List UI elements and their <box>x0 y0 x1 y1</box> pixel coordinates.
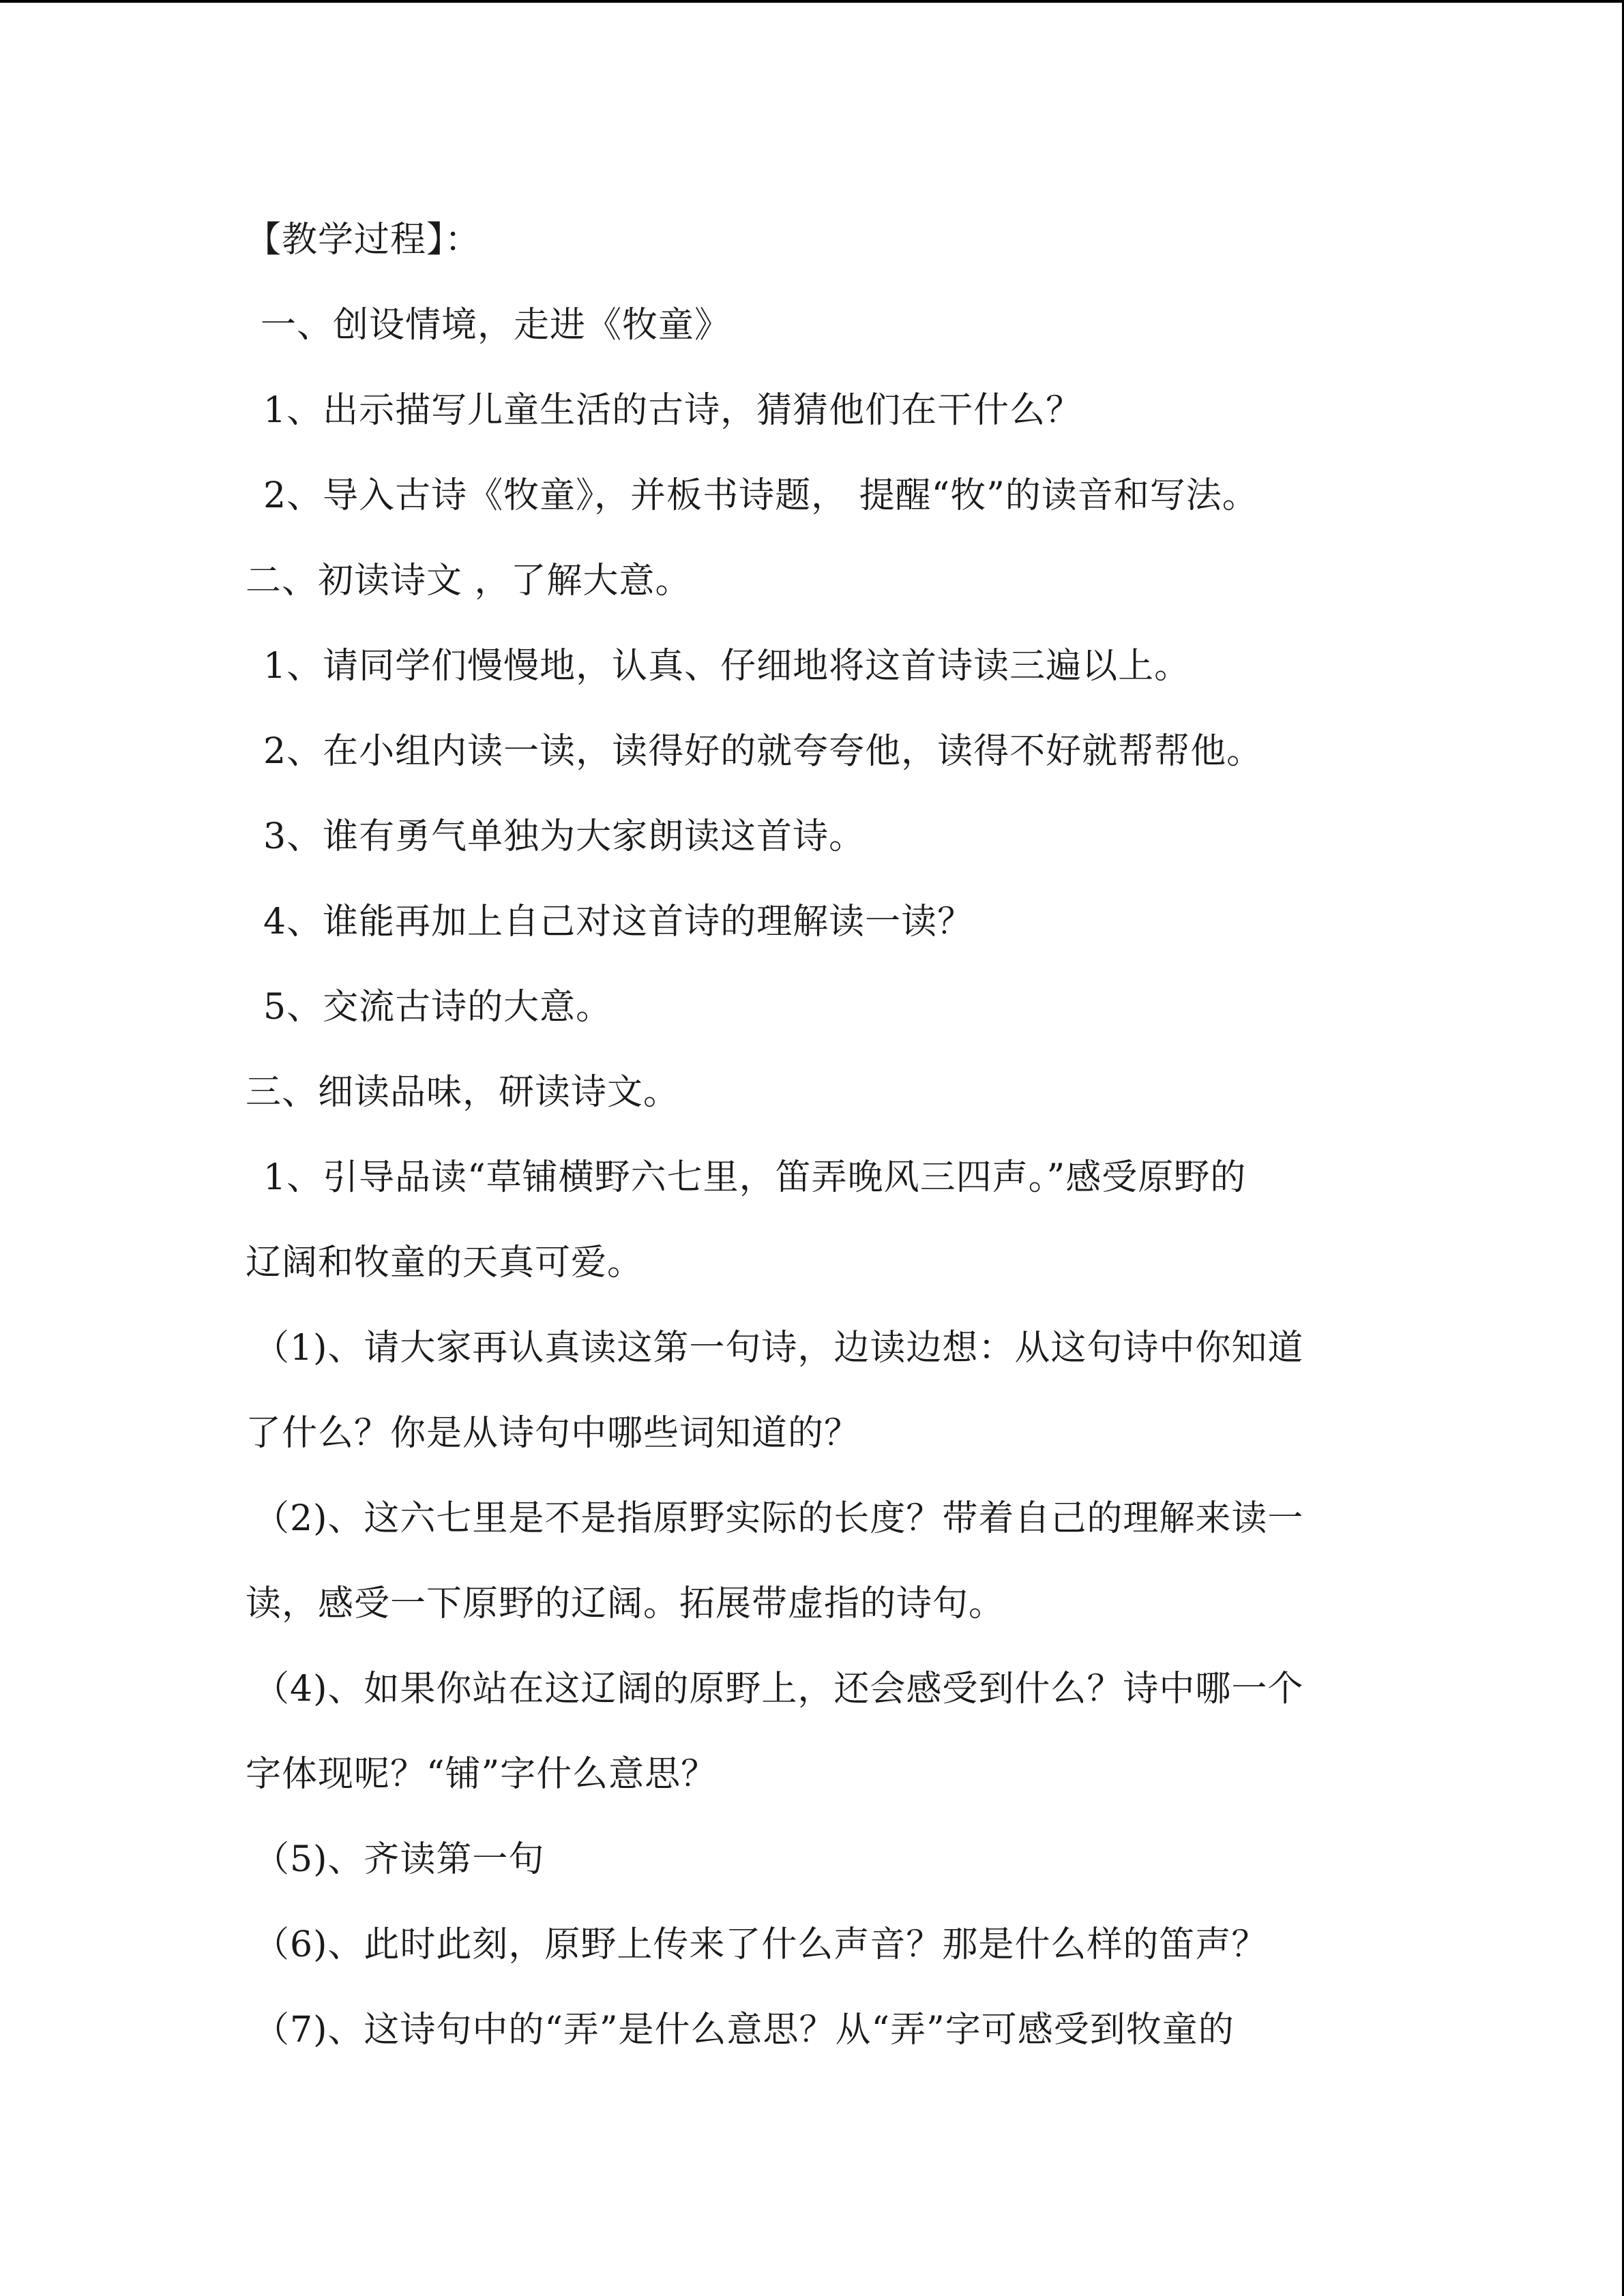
list-item-continuation: 辽阔和牧童的天真可爱。 <box>246 1242 644 1283</box>
sub-item: （1)、请大家再认真读这第一句诗，边读边想：从这句诗中你知道 <box>254 1328 1304 1369</box>
list-item: 1、引导品读“草铺横野六七里，笛弄晚风三四声。”感受原野的 <box>263 1157 1247 1198</box>
section-heading-2: 二、初读诗文 ，了解大意。 <box>246 561 692 601</box>
sub-item-continuation: 字体现呢？“铺”字什么意思？ <box>246 1754 718 1795</box>
document-body <box>246 198 1378 2073</box>
sub-item: （6)、此时此刻，原野上传来了什么声音？那是什么样的笛声？ <box>254 1924 1268 1965</box>
list-item: 4、谁能再加上自己对这首诗的理解读一读？ <box>263 901 974 942</box>
list-item: 1、请同学们慢慢地，认真、仔细地将这首诗读三遍以上。 <box>263 646 1191 687</box>
sub-item: （5)、齐读第一句 <box>254 1839 545 1880</box>
list-item: 1、出示描写儿童生活的古诗，猜猜他们在干什么？ <box>263 390 1082 431</box>
section-heading-teaching-process: 【教学过程】： <box>246 220 482 260</box>
sub-item-continuation: 了什么？你是从诗句中哪些词知道的？ <box>246 1413 861 1454</box>
sub-item-continuation: 读，感受一下原野的辽阔。拓展带虚指的诗句。 <box>246 1583 1005 1624</box>
section-heading-3: 三、细读品味，研读诗文。 <box>246 1072 680 1113</box>
page-top-border <box>0 0 1624 3</box>
list-item: 5、交流古诗的大意。 <box>263 987 612 1028</box>
sub-item: （7)、这诗句中的“弄”是什么意思？从“弄”字可感受到牧童的 <box>254 2010 1235 2051</box>
list-item: 3、谁有勇气单独为大家朗读这首诗。 <box>263 816 866 857</box>
sub-item: （4)、如果你站在这辽阔的原野上，还会感受到什么？诗中哪一个 <box>254 1669 1304 1710</box>
sub-item: （2)、这六七里是不是指原野实际的长度？带着自己的理解来读一 <box>254 1498 1304 1539</box>
list-item: 2、在小组内读一读，读得好的就夸夸他，读得不好就帮帮他。 <box>263 731 1263 772</box>
section-heading-1: 一、创设情境，走进《牧童》 <box>261 305 731 346</box>
list-item: 2、导入古诗《牧童》，并板书诗题， 提醒“牧”的读音和写法。 <box>263 475 1258 516</box>
